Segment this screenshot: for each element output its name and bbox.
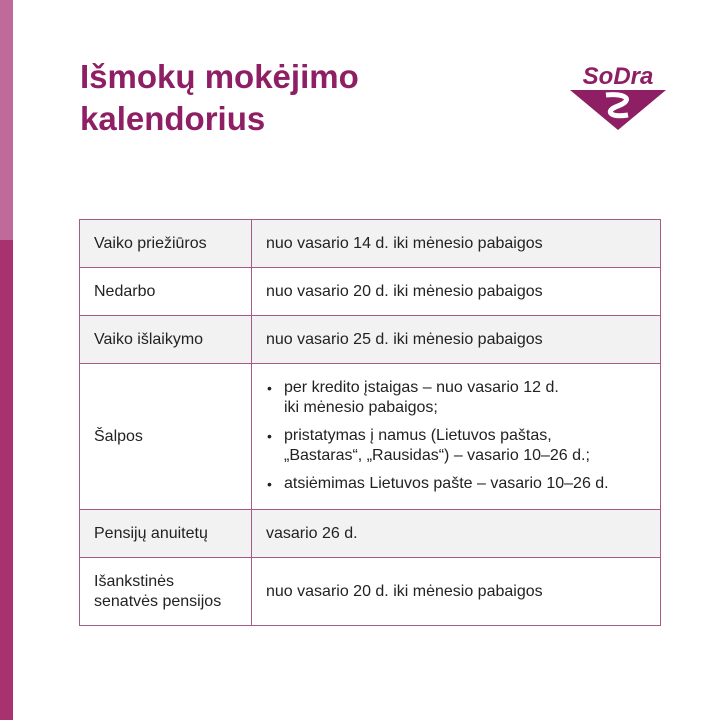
payment-period: nuo vasario 20 d. iki mėnesio pabaigos <box>252 268 661 316</box>
sidebar-accent-bottom <box>0 240 13 720</box>
table-row <box>80 364 661 510</box>
table-row <box>80 220 661 268</box>
table-row <box>80 558 661 626</box>
payment-period: nuo vasario 20 d. iki mėnesio pabaigos <box>252 558 661 626</box>
bullet-list <box>266 378 646 494</box>
payment-period: nuo vasario 25 d. iki mėnesio pabaigos <box>252 316 661 364</box>
list-item <box>284 474 646 494</box>
sidebar-accent-top <box>0 0 13 240</box>
table-row <box>80 316 661 364</box>
page-title-line2: kalendorius <box>80 100 266 137</box>
sodra-logo <box>566 60 670 134</box>
benefit-label-line: Išankstinės <box>94 572 175 590</box>
benefit-label <box>80 558 252 626</box>
payment-period: vasario 26 d. <box>252 510 661 558</box>
payment-period-list <box>252 364 661 510</box>
benefit-label: Vaiko priežiūros <box>80 220 252 268</box>
payment-period: nuo vasario 14 d. iki mėnesio pabaigos <box>252 220 661 268</box>
page-title <box>80 56 520 140</box>
table-row <box>80 510 661 558</box>
list-item-line: • pristatymas į namus (Lietuvos paštas, <box>284 426 552 444</box>
benefit-label: Vaiko išlaikymo <box>80 316 252 364</box>
list-item-line: • atsiėmimas Lietuvos pašte – vasario 10–26 d. <box>284 474 609 492</box>
benefit-label: Pensijų anuitetų <box>80 510 252 558</box>
sodra-logo-text: SoDra <box>582 63 654 90</box>
list-item-line: • per kredito įstaigas – nuo vasario 12 d. <box>284 378 559 396</box>
list-item <box>284 426 646 466</box>
table-row <box>80 268 661 316</box>
list-item <box>284 378 646 418</box>
payment-calendar-table <box>79 219 661 626</box>
list-item-line: „Bastaras“, „Rausidas“) – vasario 10–26 d.; <box>284 446 590 464</box>
benefit-label: Šalpos <box>80 364 252 510</box>
list-item-line: iki mėnesio pabaigos; <box>284 398 438 416</box>
page-title-line1: Išmokų mokėjimo <box>80 58 359 95</box>
benefit-label-line: senatvės pensijos <box>94 592 222 610</box>
benefit-label: Nedarbo <box>80 268 252 316</box>
